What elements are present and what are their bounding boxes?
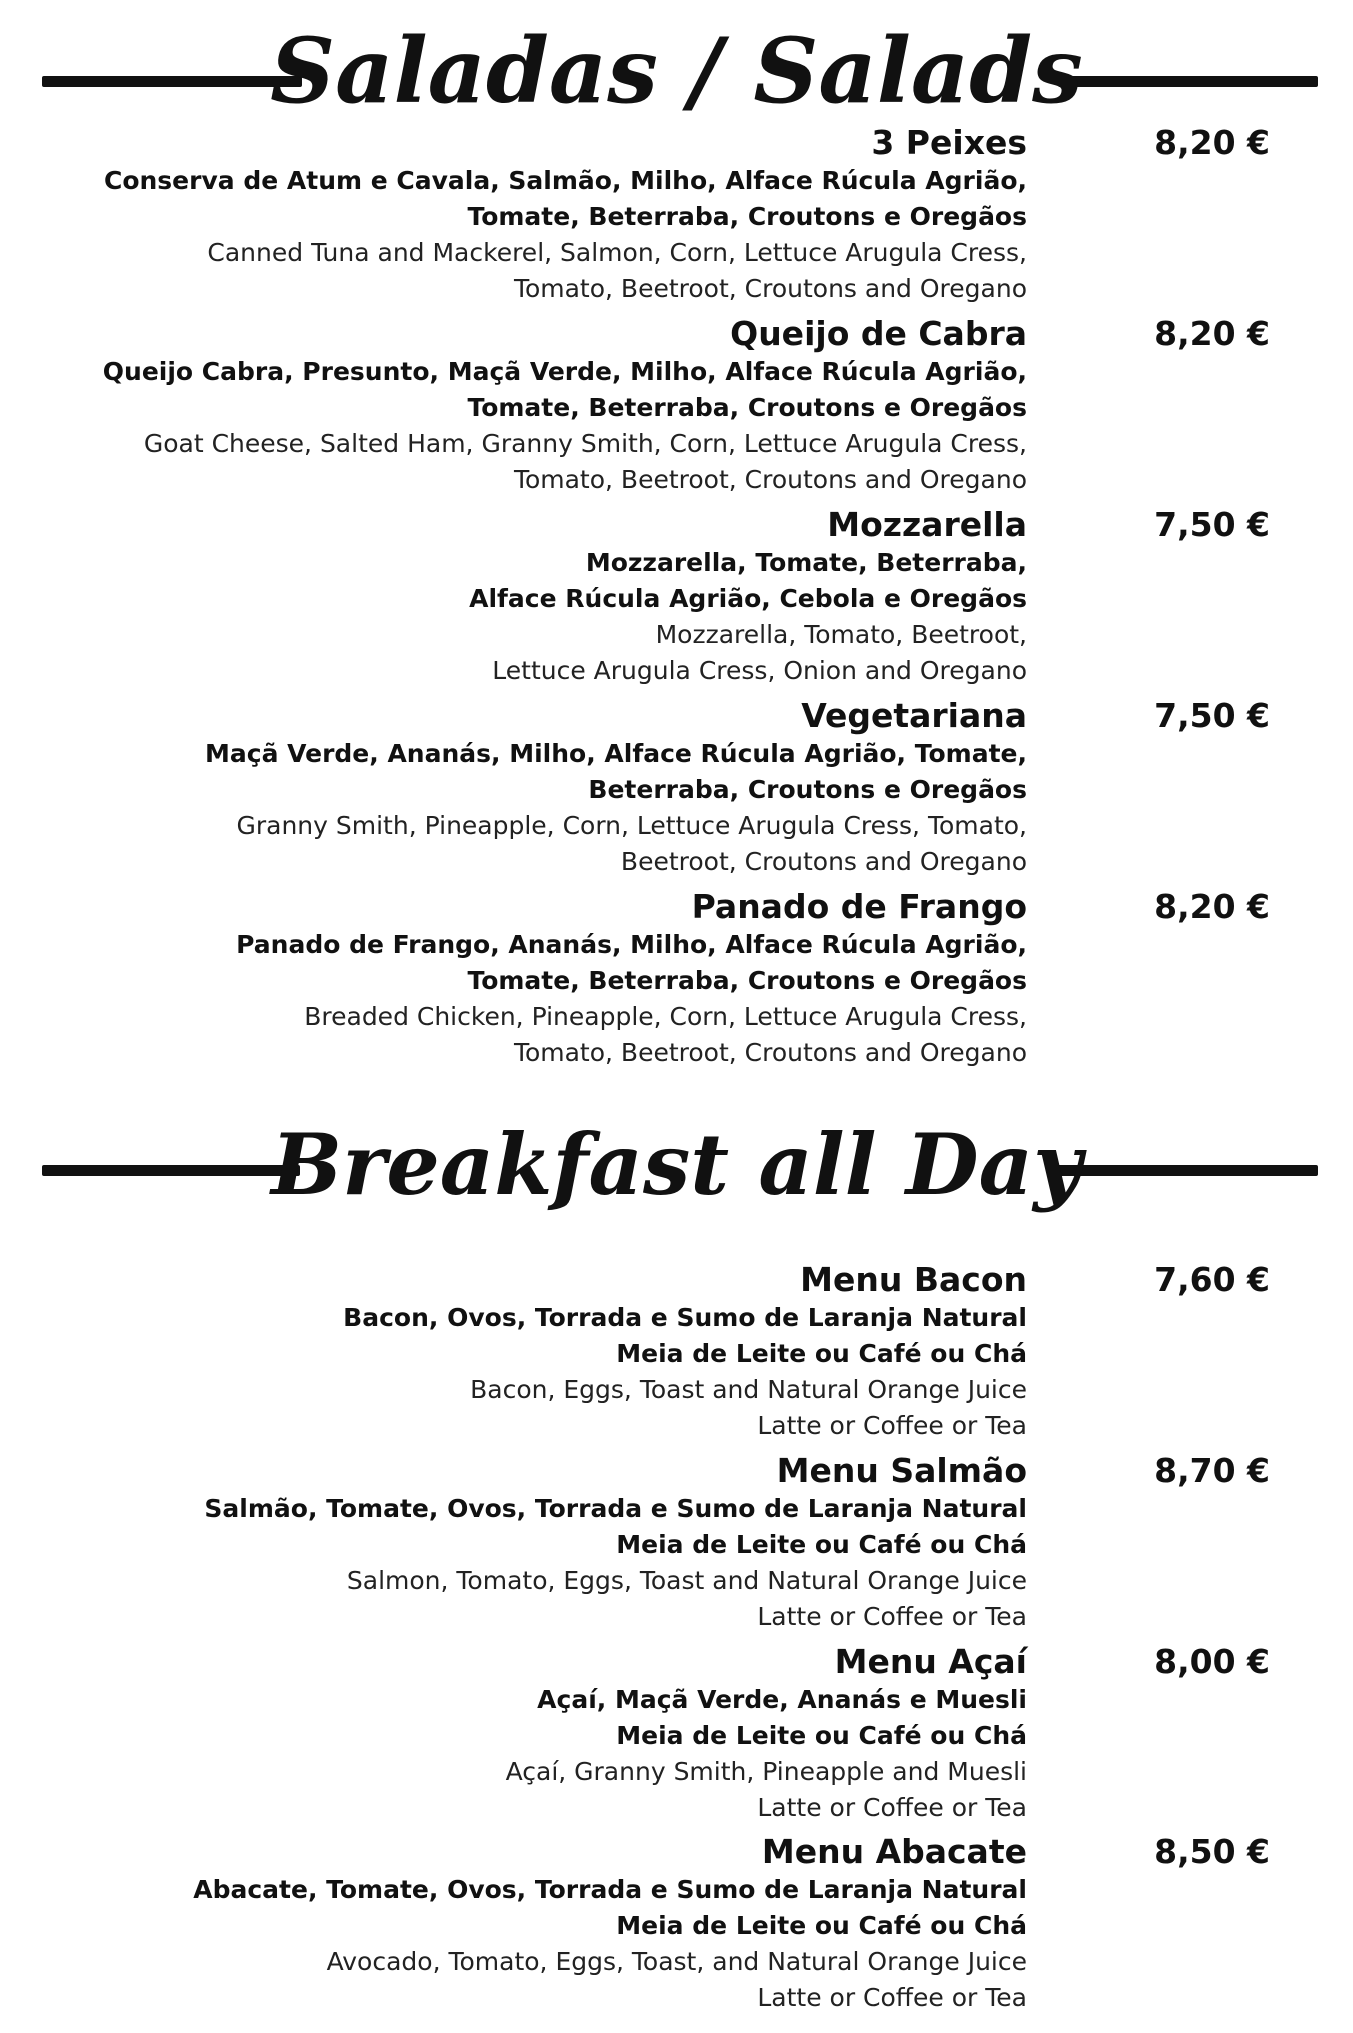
description-pt: Mozzarella, Tomate, Beterraba, (585, 548, 1027, 577)
item-price: 7,50 € (1154, 505, 1270, 544)
description-pt: Meia de Leite ou Café ou Chá (616, 1721, 1027, 1750)
item-description (506, 1682, 1027, 1826)
item-name: 3 Peixes (871, 123, 1027, 162)
description-en: Latte or Coffee or Tea (757, 1411, 1027, 1440)
item-description (205, 736, 1027, 880)
description-en: Canned Tuna and Mackerel, Salmon, Corn, Lettuce Arugula Cress, (207, 238, 1027, 267)
description-en: Latte or Coffee or Tea (757, 1793, 1027, 1822)
breakfast-section-header (0, 1100, 1353, 1250)
description-pt: Beterraba, Croutons e Oregãos (588, 775, 1027, 804)
item-description (103, 354, 1027, 498)
item-name: Menu Bacon (800, 1260, 1027, 1299)
item-price: 8,20 € (1154, 314, 1270, 353)
item-name: Mozzarella (827, 505, 1027, 544)
description-en: Granny Smith, Pineapple, Corn, Lettuce Arugula Cress, Tomato, (236, 811, 1027, 840)
description-en: Mozzarella, Tomato, Beetroot, (655, 620, 1027, 649)
item-description (469, 545, 1027, 689)
description-en: Salmon, Tomato, Eggs, Toast and Natural Orange Juice (346, 1566, 1027, 1595)
description-en: Latte or Coffee or Tea (757, 1983, 1027, 2012)
item-price: 8,20 € (1154, 887, 1270, 926)
description-en: Tomato, Beetroot, Croutons and Oregano (513, 465, 1027, 494)
description-pt: Meia de Leite ou Café ou Chá (616, 1339, 1027, 1368)
item-name: Queijo de Cabra (730, 314, 1027, 353)
description-en: Tomato, Beetroot, Croutons and Oregano (513, 1038, 1027, 1067)
description-en: Bacon, Eggs, Toast and Natural Orange Juice (470, 1375, 1027, 1404)
description-en: Beetroot, Croutons and Oregano (620, 847, 1027, 876)
description-en: Goat Cheese, Salted Ham, Granny Smith, Corn, Lettuce Arugula Cress, (143, 429, 1027, 458)
description-pt: Tomate, Beterraba, Croutons e Oregãos (467, 393, 1027, 422)
description-pt: Tomate, Beterraba, Croutons e Oregãos (467, 966, 1027, 995)
salads-section-header (0, 0, 1353, 140)
item-name: Menu Açaí (834, 1642, 1027, 1681)
description-pt: Maçã Verde, Ananás, Milho, Alface Rúcula Agrião, Tomate, (205, 739, 1027, 768)
item-price: 7,50 € (1154, 696, 1270, 735)
item-description (204, 1491, 1027, 1635)
description-pt: Abacate, Tomate, Ovos, Torrada e Sumo de Laranja Natural (193, 1875, 1027, 1904)
description-pt: Açaí, Maçã Verde, Ananás e Muesli (537, 1685, 1027, 1714)
description-pt: Bacon, Ovos, Torrada e Sumo de Laranja Natural (343, 1303, 1027, 1332)
description-pt: Panado de Frango, Ananás, Milho, Alface Rúcula Agrião, (236, 930, 1027, 959)
description-en: Lettuce Arugula Cress, Onion and Oregano (492, 656, 1027, 685)
section-title: Breakfast all Day (271, 1115, 1082, 1214)
item-description (193, 1872, 1027, 2016)
item-price: 7,60 € (1154, 1260, 1270, 1299)
item-price: 8,20 € (1154, 123, 1270, 162)
item-name: Vegetariana (801, 696, 1027, 735)
item-description (236, 927, 1027, 1071)
section-title: Saladas / Salads (270, 18, 1083, 124)
item-description (343, 1300, 1027, 1444)
description-pt: Conserva de Atum e Cavala, Salmão, Milho, Alface Rúcula Agrião, (103, 166, 1027, 195)
item-price: 8,70 € (1154, 1451, 1270, 1490)
item-name: Menu Salmão (776, 1451, 1027, 1490)
description-en: Latte or Coffee or Tea (757, 1602, 1027, 1631)
description-pt: Tomate, Beterraba, Croutons e Oregãos (467, 202, 1027, 231)
item-description (104, 163, 1027, 307)
item-name: Panado de Frango (691, 887, 1027, 926)
description-en: Açaí, Granny Smith, Pineapple and Muesli (505, 1757, 1027, 1786)
description-en: Breaded Chicken, Pineapple, Corn, Lettuce Arugula Cress, (304, 1002, 1027, 1031)
item-price: 8,00 € (1154, 1642, 1270, 1681)
description-en: Avocado, Tomato, Eggs, Toast, and Natural Orange Juice (326, 1947, 1027, 1976)
description-pt: Alface Rúcula Agrião, Cebola e Oregãos (469, 584, 1027, 613)
description-pt: Salmão, Tomate, Ovos, Torrada e Sumo de Laranja Natural (204, 1494, 1027, 1523)
description-pt: Meia de Leite ou Café ou Chá (616, 1911, 1027, 1940)
description-pt: Queijo Cabra, Presunto, Maçã Verde, Milho, Alface Rúcula Agrião, (102, 357, 1027, 386)
description-pt: Meia de Leite ou Café ou Chá (616, 1530, 1027, 1559)
item-name: Menu Abacate (761, 1832, 1027, 1871)
description-en: Tomato, Beetroot, Croutons and Oregano (513, 274, 1027, 303)
item-price: 8,50 € (1154, 1832, 1270, 1871)
